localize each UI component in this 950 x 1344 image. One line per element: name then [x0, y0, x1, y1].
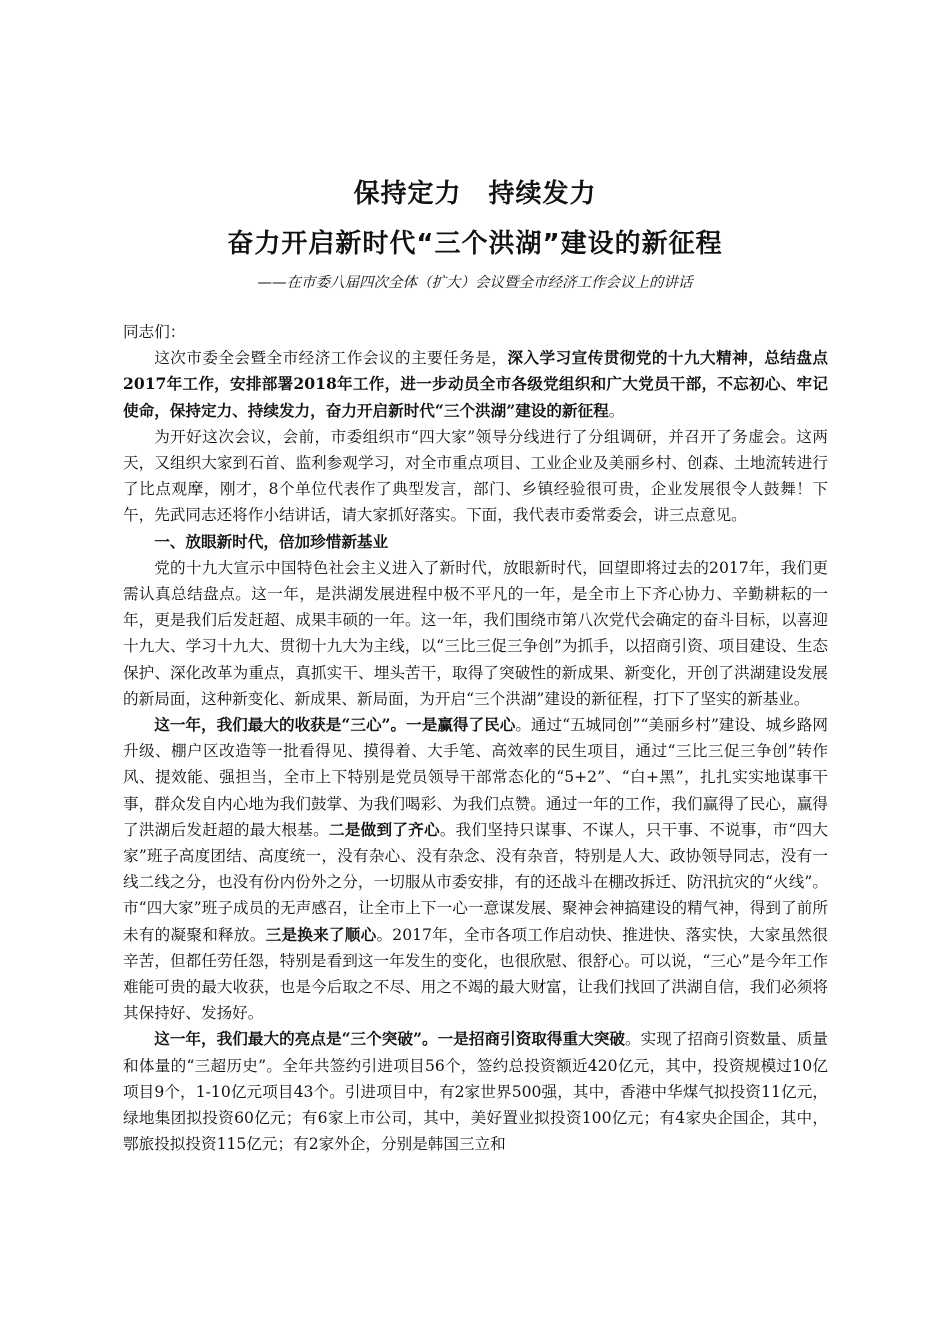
paragraph-2: 为开好这次会议，会前，市委组织市“四大家”领导分线进行了分组调研，并召开了务虚会。这两天，又组织大家到石首、监利参观学习，对全市重点项目、工业企业及美丽乡村、创森、土地流转进行了比点观摩，刚才，8个单位代表作了典型发言，部门、乡镇经验很可贵，企业发展很令人鼓舞！下午，先武同志还将作小结讲话，请大家抓好落实。下面，我代表市委常委会，讲三点意见。	[123, 427, 828, 525]
document-title-line-2: 奋力开启新时代“三个洪湖”建设的新征程	[227, 229, 723, 259]
paragraph-1-tail: 。	[608, 401, 625, 420]
paragraph-3: 党的十九大宣示中国特色社会主义进入了新时代，放眼新时代，回望即将过去的2017年，我们更需认真总结盘点。这一年，是洪湖发展进程中极不平凡的一年，是全市上下齐心协力、辛勤耕耘的一年，更是我们后发赶超、成果丰硕的一年。这一年，我们围绕市第八次党代会确定的奋斗目标，以喜迎十九大、学习十九大、贯彻十九大为主线，以“三比三促三争创”为抓手，以招商引资、项目建设、生态保护、深化改革为重点，真抓实干、埋头苦干，取得了突破性的新成果、新变化，开创了洪湖建设发展的新局面，这种新变化、新成果、新局面，为开启“三个洪湖”建设的新征程，打下了坚实的新基业。	[123, 558, 828, 708]
paragraph-4-text-2: 。我们坚持只谋事、不谋人，只干事、不说事，市“四大家”班子高度团结、高度统一，没有杂心、没有杂念、没有杂音，特别是人大、政协领导同志，没有一线二线之分，也没有份内份外之分，一切服从市委安排，有的还战斗在棚改拆迁、防汛抗灾的“火线”。市“四大家”班子成员的无声感召，让全市上下一心一意谋发展、聚神会神搞建设的精气神，得到了前所未有的凝聚和释放。	[123, 820, 828, 944]
paragraph-5-emphasis-1: 这一年，我们最大的亮点是“三个突破”。一是招商引资取得重大突破	[154, 1029, 625, 1049]
salutation: 同志们：	[123, 323, 186, 341]
section-heading-1: 一、放眼新时代，倍加珍惜新基业	[154, 532, 389, 551]
paragraph-4-text-1: 。通过“五城同创”“美丽乡村”建设、城乡路网升级、棚户区改造等一批看得见、摸得着、大手笔、高效率的民生项目，通过“三比三促三争创”转作风、提效能、强担当，全市上下特别是党员领导干部常态化的“5+2”、“白+黑”，扎扎实实地谋事干事，群众发自内心地为我们鼓掌、为我们喝彩、为我们点赞。通过一年的工作，我们赢得了民心，赢得了洪湖后发赶超的最大根基。	[123, 716, 828, 839]
paragraph-4-emphasis-3: 三是换来了顺心	[265, 924, 377, 944]
document-title-line-1: 保持定力 持续发力	[353, 179, 597, 209]
paragraph-4-emphasis-2: 二是做到了齐心	[328, 819, 440, 839]
paragraph-5	[123, 1026, 828, 1157]
paragraph-4	[123, 712, 828, 1026]
paragraph-4-text-3: 。2017年，全市各项工作启动快、推进快、落实快，大家虽然很辛苦，但都任劳任怨，特别是看到这一年发生的变化，也很欣慰、很舒心。可以说，“三心”是今年工作难能可贵的最大收获，也是今后取之不尽、用之不竭的最大财富，让我们找回了洪湖自信，我们必须将其保持好、发扬好。	[123, 925, 828, 1023]
document-body	[123, 319, 828, 1158]
paragraph-1	[123, 345, 828, 424]
paragraph-4-emphasis-1: 这一年，我们最大的收获是“三心”。一是赢得了民心	[154, 715, 516, 735]
document-subtitle: ——在市委八届四次全体（扩大）会议暨全市经济工作会议上的讲话	[257, 275, 693, 291]
paragraph-5-text-1: 。实现了招商引资数量、质量和体量的“三超历史”。全年共签约引进项目56个，签约总投资额近420亿元，其中，投资规模过10亿项目9个，1-10亿元项目43个。引进项目中，有2家世界500强，其中，香港中华煤气拟投资11亿元，绿地集团拟投资60亿元；有6家上市公司，其中，美好置业拟投资100亿元；有4家央企国企，其中，鄂旅投拟投资115亿元；有2家外企，分别是韩国三立和	[123, 1030, 828, 1154]
paragraph-1-lead: 这次市委全会暨全市经济工作会议的主要任务是，	[154, 349, 508, 368]
paragraph-1-emphasis: 深入学习宣传贯彻党的十九大精神，总结盘点2017年工作，安排部署2018年工作，进一步动员全市各级党组织和广大党员干部，不忘初心、牢记使命，保持定力、持续发力，奋力开启新时代“三个洪湖”建设的新征程	[123, 348, 828, 420]
